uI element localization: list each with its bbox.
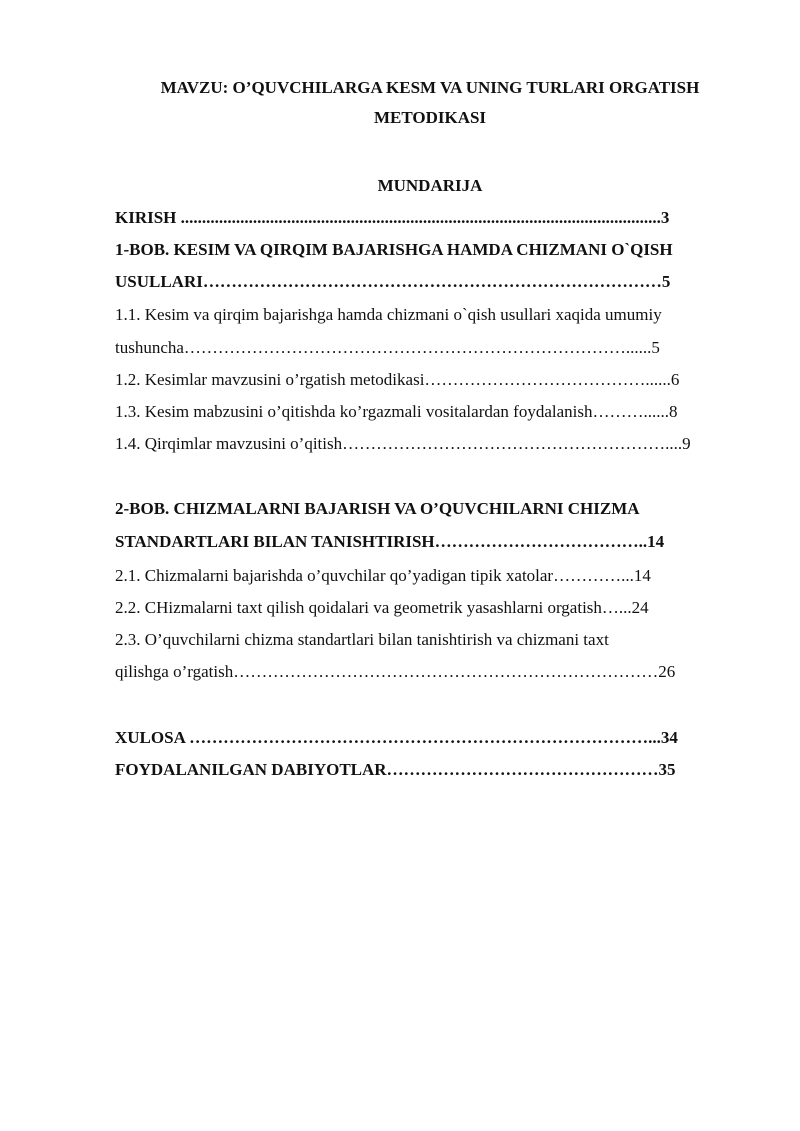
toc-entry-1-1-line1: 1.1. Kesim va qirqim bajarishga hamda chizmani o`qish usullari xaqida umumiy (115, 305, 662, 324)
toc-entry-chapter1-line2: USULLARI………………………………………………………………………5 (115, 272, 671, 291)
toc-entry-1-4: 1.4. Qirqimlar mavzusini o’qitish…………………………………………………....9 (115, 434, 691, 453)
toc-entry-2-1: 2.1. Chizmalarni bajarishda o’quvchilar qo’yadigan tipik xatolar…………...14 (115, 566, 651, 585)
toc-entry-2-3-line1: 2.3. O’quvchilarni chizma standartlari bilan tanishtirish va chizmani taxt (115, 630, 609, 649)
toc-entry-kirish: KIRISH .................................................................................................................3 (115, 208, 670, 227)
toc-entry-2-3-line2: qilishga o’rgatish…………………………………………………………………26 (115, 662, 676, 681)
toc-entry-1-1-line2: tushuncha……………………………………………………………………......5 (115, 338, 660, 357)
toc-entry-chapter2-line1: 2-BOB. CHIZMALARNI BAJARISH VA O’QUVCHILARNI CHIZMA (115, 499, 640, 518)
document-title-line1: MAVZU: O’QUVCHILARGA KESM VA UNING TURLARI ORGATISH (160, 78, 700, 97)
toc-entry-references: FOYDALANILGAN DABIYOTLAR…………………………………………35 (115, 760, 676, 779)
document-title-line2: METODIKASI (373, 108, 487, 127)
toc-entry-1-2: 1.2. Kesimlar mavzusini o’rgatish metodikasi…………………………………......6 (115, 370, 680, 389)
toc-entry-1-3: 1.3. Kesim mabzusini o’qitishda ko’rgazmali vositalardan foydalanish………......8 (115, 402, 678, 421)
toc-heading: MUNDARIJA (377, 176, 483, 195)
toc-entry-2-2: 2.2. CHizmalarni taxt qilish qoidalari va geometrik yasashlarni orgatish…...24 (115, 598, 649, 617)
toc-entry-xulosa: XULOSA ………………………………………………………………………...34 (115, 728, 678, 747)
toc-entry-chapter2-line2: STANDARTLARI BILAN TANISHTIRISH………………………………..14 (115, 532, 665, 551)
toc-entry-chapter1-line1: 1-BOB. KESIM VA QIRQIM BAJARISHGA HAMDA CHIZMANI O`QISH (115, 240, 673, 259)
